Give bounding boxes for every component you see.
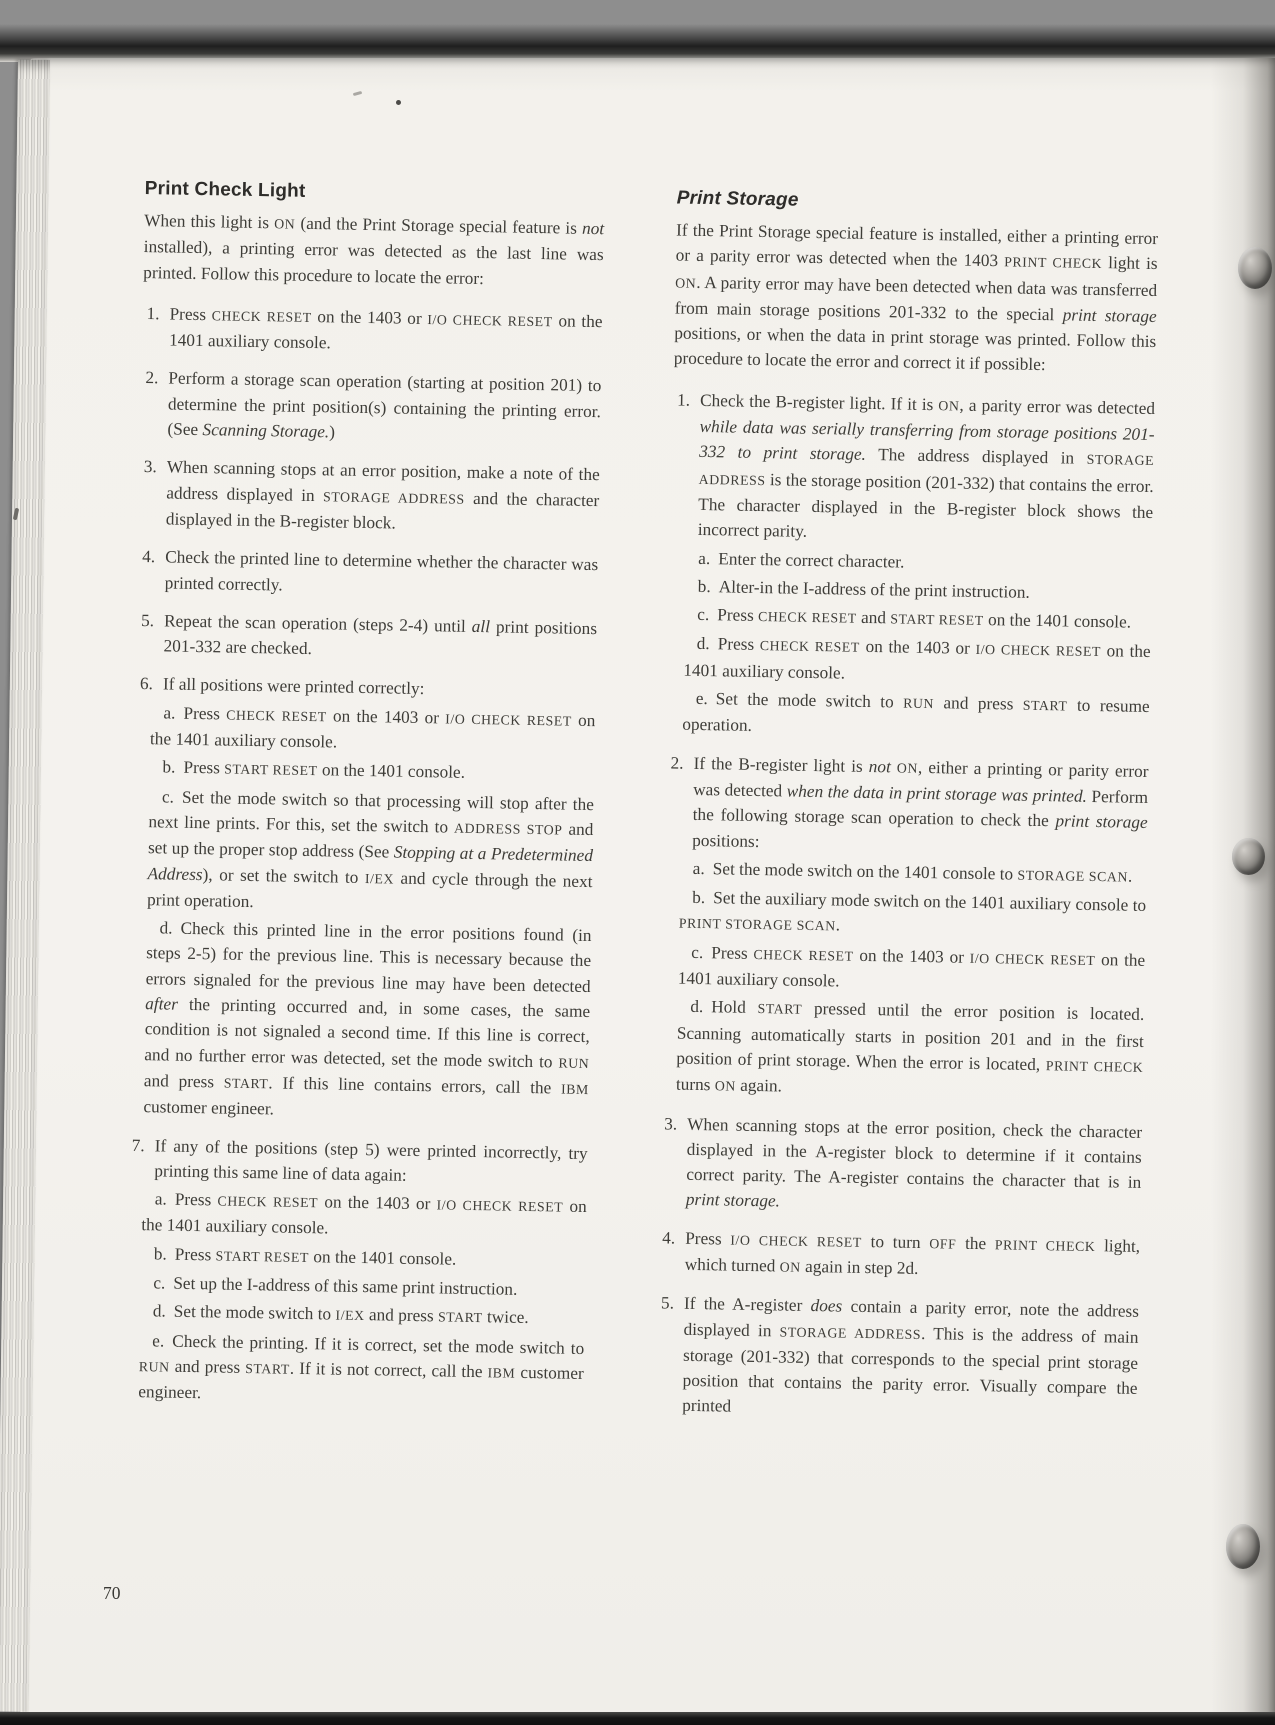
sub-step: a. Press CHECK RESET on the 1403 or I/O CHECK RESET on the 1401 auxiliary console.: [149, 703, 596, 752]
italic-text: not: [868, 756, 892, 777]
small-caps-text: I/EX: [335, 1307, 365, 1324]
section-heading: Print Check Light: [144, 177, 306, 202]
procedure-step: [657, 1225, 1140, 1286]
step-text: If the A-register does contain a parity error, note the address displayed in STORAGE ADDRESS. This is the address of main storage (201-332) that corresponds to the special print storage position that contains the parity error. Visually compare the printed: [682, 1294, 1140, 1417]
step-text: When scanning stops at the error position, check the character displayed in the A-register block to determine if it contains correct parity. The A-register contains the character that is in print storage.: [685, 1114, 1143, 1211]
procedure-step: [138, 544, 599, 603]
step-text: If all positions were printed correctly:: [162, 674, 425, 699]
step-text: Repeat the scan operation (steps 2-4) until all print positions 201-332 are checked.: [163, 611, 598, 659]
small-caps-text: ON: [675, 275, 697, 291]
procedure-step: [667, 387, 1155, 745]
procedure-step: [136, 608, 597, 667]
step-number: 3.: [664, 1113, 678, 1134]
italic-text: print storage: [1062, 305, 1157, 326]
small-caps-text: I/O CHECK RESET: [969, 950, 1096, 968]
small-caps-text: RUN: [903, 695, 935, 712]
sub-step: d. Press CHECK RESET on the 1403 or I/O CHECK RESET on the 1401 auxiliary console.: [683, 634, 1151, 683]
procedure-list: [655, 387, 1155, 1426]
italic-text: when the data in print storage was printed.: [786, 781, 1088, 806]
sub-step: d. Hold START pressed until the error position is located. Scanning automatically starts in position 201 and in the first position of print storage. When the error is located, PRINT CHECK turns ON again.: [675, 997, 1145, 1096]
sub-step: a. Enter the correct character.: [698, 548, 905, 572]
step-text: If the B-register light is not ON, either a printing or parity error was detected when the data in print storage was printed. Perform the following storage scan operation to check the print storage positions:: [692, 753, 1149, 851]
small-caps-text: START: [1022, 697, 1068, 714]
small-caps-text: START RESET: [224, 761, 318, 779]
step-number: 2.: [670, 753, 684, 773]
right-column: [655, 185, 1159, 1439]
small-caps-text: CHECK RESET: [226, 707, 327, 725]
small-caps-text: IBM: [560, 1081, 589, 1097]
small-caps-text: IBM: [487, 1365, 516, 1381]
small-caps-text: ON: [274, 216, 296, 232]
small-caps-text: CHECK RESET: [757, 609, 857, 626]
scan-speck: [396, 100, 401, 105]
step-text: Perform a storage scan operation (starting at position 201) to determine the print position(s) containing the printing error. (See Scanning Storage.): [167, 368, 602, 442]
step-text: Press CHECK RESET on the 1403 or I/O CHECK RESET on the 1401 auxiliary console.: [168, 304, 603, 353]
sub-step-label: e.: [695, 688, 708, 709]
step-number: 3.: [143, 457, 157, 477]
italic-text: does: [810, 1296, 843, 1316]
small-caps-text: ON: [896, 760, 919, 776]
sub-step: b. Set the auxiliary mode switch on the 1401 auxiliary console to PRINT STORAGE SCAN.: [678, 887, 1147, 935]
small-caps-text: CHECK RESET: [217, 1193, 319, 1211]
step-text: Check the printed line to determine whether the character was printed correctly.: [164, 547, 599, 595]
sub-step: b. Press START RESET on the 1401 console.: [162, 757, 466, 783]
sub-step-label: e.: [152, 1330, 165, 1351]
sub-step-label: a.: [698, 548, 711, 568]
page-content: [123, 176, 1159, 1440]
sub-step: c. Set up the I-address of this same print instruction.: [153, 1273, 518, 1299]
page-number: 70: [103, 1583, 121, 1603]
procedure-step: [123, 1132, 588, 1412]
step-text: If any of the positions (step 5) were printed incorrectly, try printing this same line of data again:: [154, 1135, 588, 1185]
small-caps-text: ON: [938, 397, 960, 414]
page-curl-shadow: [1211, 58, 1275, 1713]
small-caps-text: CHECK RESET: [759, 638, 860, 656]
step-number: 5.: [660, 1293, 675, 1313]
sub-step-label: c.: [161, 787, 175, 807]
sub-step-label: d.: [159, 918, 173, 938]
sub-step: c. Press CHECK RESET on the 1403 or I/O CHECK RESET on the 1401 auxiliary console.: [677, 942, 1146, 991]
italic-text: print storage: [1055, 811, 1148, 833]
small-caps-text: START RESET: [215, 1248, 310, 1265]
italic-text: after: [145, 994, 179, 1014]
italic-text: while data was serially transferring from storage positions 201-332 to print storage.: [699, 416, 1155, 465]
sub-step: c. Press CHECK RESET and START RESET on the 1401 console.: [697, 605, 1132, 632]
binder-hole: [1238, 247, 1272, 289]
italic-text: not: [581, 218, 605, 239]
sub-step: d. Set the mode switch to I/EX and press START twice.: [152, 1301, 529, 1328]
sub-step-label: a.: [163, 703, 176, 723]
small-caps-text: OFF: [929, 1235, 957, 1252]
step-number: 7.: [131, 1135, 145, 1155]
small-caps-text: ADDRESS STOP: [453, 820, 563, 838]
step-number: 6.: [139, 674, 154, 694]
sub-step: c. Set the mode switch so that processing will stop after the next line prints. For this, set the switch to ADDRESS STOP and set up the proper stop address (See Stopping at a Predetermined Address), or set the switch to I/EX and cycle through the next print operation.: [146, 787, 595, 911]
section-heading: Print Storage: [676, 187, 799, 211]
step-number: 2.: [145, 368, 159, 388]
small-caps-text: START: [437, 1309, 483, 1326]
small-caps-text: STORAGE ADDRESS: [698, 452, 1155, 488]
step-text: Press I/O CHECK RESET to turn OFF the PRINT CHECK light, which turned ON again in step 2d.: [684, 1228, 1141, 1278]
step-number: 4.: [142, 547, 156, 567]
sub-step: e. Set the mode switch to RUN and press START to resume operation.: [682, 688, 1150, 736]
small-caps-text: START: [245, 1360, 290, 1377]
sub-step: d. Check this printed line in the error positions found (in steps 2-5) for the previous line. This is necessary because the errors signaled for the previous line may have been detected after the printing occurred and, in some cases, the same condition is not signaled a second time. If this line is correct, and no further error was detected, set the mode switch to RUN and press START. If this line contains errors, call the IBM customer engineer.: [143, 918, 592, 1119]
italic-text: print storage.: [685, 1190, 781, 1211]
small-caps-text: START: [757, 1001, 803, 1018]
small-caps-text: CHECK RESET: [211, 308, 312, 325]
sub-step-label: b.: [697, 576, 711, 596]
small-caps-text: START RESET: [890, 611, 984, 629]
step-number: 1.: [676, 390, 691, 410]
step-number: 4.: [662, 1228, 676, 1248]
small-caps-text: START: [223, 1075, 269, 1092]
intro-paragraph: If the Print Storage special feature is installed, either a printing error or a parity error was detected when the 1403 PRINT CHECK light is ON. A parity error may have been detected when data was transferred from main storage positions 201-332 to the special print storage positions, or when the data in print storage was printed. Follow this procedure to locate the error and correct it if possible:: [673, 220, 1159, 375]
small-caps-text: CHECK RESET: [753, 946, 854, 964]
step-text: Check the B-register light. If it is ON, a parity error was detected while data was serially transferring from storage positions 201-332 to print storage. The address displayed in STORAGE ADDRESS is the storage position (201-332) that contains the error. The character displayed in the B-register block shows the incorrect parity.: [697, 390, 1156, 542]
sub-step: e. Check the printing. If it is correct, set the mode switch to RUN and press START. If it is not correct, call the IBM customer engineer.: [138, 1330, 585, 1403]
sub-step-label: b.: [153, 1244, 167, 1264]
small-caps-text: I/O CHECK RESET: [730, 1232, 863, 1250]
sub-step-label: b.: [162, 757, 176, 777]
procedure-step: [655, 1291, 1139, 1427]
small-caps-text: ON: [779, 1259, 801, 1275]
small-caps-text: RUN: [558, 1055, 590, 1071]
sub-step: b. Alter-in the I-address of the print instruction.: [697, 576, 1030, 602]
small-caps-text: I/EX: [364, 870, 395, 887]
step-number: 5.: [140, 610, 155, 631]
procedure-step: [128, 671, 596, 1127]
step-number: 1.: [146, 303, 160, 324]
small-caps-text: STORAGE ADDRESS: [779, 1324, 922, 1342]
binder-hole: [1232, 838, 1265, 875]
scan-bottom-bar: [0, 1712, 1275, 1725]
sub-step-label: c.: [153, 1273, 166, 1293]
step-text: When scanning stops at an error position, make a note of the address displayed in STORAGE ADDRESS and the character displayed in the B-register block.: [165, 457, 600, 533]
small-caps-text: RUN: [138, 1358, 170, 1375]
italic-text: Scanning Storage.: [202, 420, 330, 442]
procedure-step: [142, 301, 603, 361]
sub-step-label: d.: [152, 1301, 166, 1321]
sub-step: a. Press CHECK RESET on the 1403 or I/O CHECK RESET on the 1401 auxiliary console.: [141, 1189, 587, 1238]
italic-text: Stopping at a Predetermined Address: [147, 842, 594, 884]
procedure-step: [659, 1111, 1143, 1221]
procedure-step: [139, 454, 600, 539]
procedure-step: [661, 750, 1149, 1106]
sub-step-label: b.: [692, 887, 706, 908]
sub-step-label: c.: [697, 605, 710, 625]
small-caps-text: PRINT CHECK: [994, 1236, 1096, 1254]
small-caps-text: I/O CHECK RESET: [975, 642, 1102, 660]
sub-step: b. Press START RESET on the 1401 console.: [153, 1244, 457, 1269]
small-caps-text: I/O CHECK RESET: [445, 711, 572, 729]
sub-step-label: a.: [154, 1189, 167, 1209]
sub-step-label: c.: [691, 942, 704, 962]
scan-top-shadow: [0, 24, 1275, 62]
procedure-step: [140, 365, 601, 449]
small-caps-text: I/O CHECK RESET: [427, 311, 553, 330]
small-caps-text: PRINT STORAGE SCAN: [678, 916, 836, 934]
procedure-list: [123, 301, 603, 1413]
sub-step: a. Set the mode switch on the 1401 console to STORAGE SCAN.: [692, 858, 1133, 886]
small-caps-text: PRINT CHECK: [1045, 1058, 1144, 1075]
sub-step-label: a.: [692, 858, 705, 878]
sub-step-label: d.: [690, 997, 704, 1017]
intro-paragraph: When this light is ON (and the Print Storage special feature is not installed), a printing error was detected as the last line was printed. Follow this procedure to locate the error:: [143, 210, 605, 288]
binder-hole: [1226, 1524, 1260, 1569]
small-caps-text: I/O CHECK RESET: [436, 1197, 564, 1215]
small-caps-text: ON: [714, 1078, 737, 1094]
small-caps-text: PRINT CHECK: [1004, 254, 1103, 272]
small-caps-text: STORAGE ADDRESS: [322, 488, 465, 507]
sub-step-label: d.: [696, 634, 710, 654]
small-caps-text: STORAGE SCAN: [1017, 867, 1129, 885]
left-column: [123, 176, 605, 1430]
italic-text: all: [471, 616, 491, 637]
